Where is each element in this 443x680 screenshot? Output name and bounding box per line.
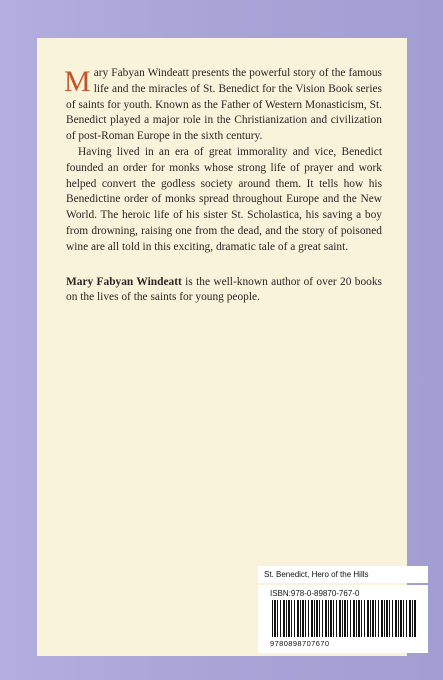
author-name: Mary Fabyan Windeatt (66, 275, 182, 288)
barcode-label (258, 585, 428, 653)
drop-cap: M (64, 65, 91, 98)
barcode-icon (272, 600, 416, 637)
author-note (66, 275, 382, 307)
book-blurb (66, 66, 382, 306)
blurb-paragraph-2: Having lived in an era of great immorality and vice, Benedict founded an order for monks whose strong life of prayer and work helped convert the godless society around them. It tells how his Benedictine order of monks spread throughout Europe and the New World. The heroic life of his sister St. Scholastica, his saving a boy from drowning, raising one from the dead, and the story of poisoned wine are all told in this exciting, dramatic tale of a great saint. (66, 145, 382, 253)
blurb-paragraph-1 (66, 66, 382, 145)
book-title-label: St. Benedict, Hero of the Hills (258, 566, 428, 583)
barcode-digits: 9780898707670 (270, 639, 330, 648)
isbn-text: ISBN:978-0-89870-767-0 (270, 589, 360, 598)
blurb-paragraph-1-text: ary Fabyan Windeatt presents the powerful story of the famous life and the miracles of St. Benedict for the Vision Book series of saints for youth. Known as the Father of Western Monasticism, St. Benedict played a major role in the Christianization and civilization of post-Roman Europe in the sixth century. (66, 67, 382, 143)
author-note-text: is the well-known author of over 20 books on the lives of the saints for young people. (66, 275, 382, 304)
